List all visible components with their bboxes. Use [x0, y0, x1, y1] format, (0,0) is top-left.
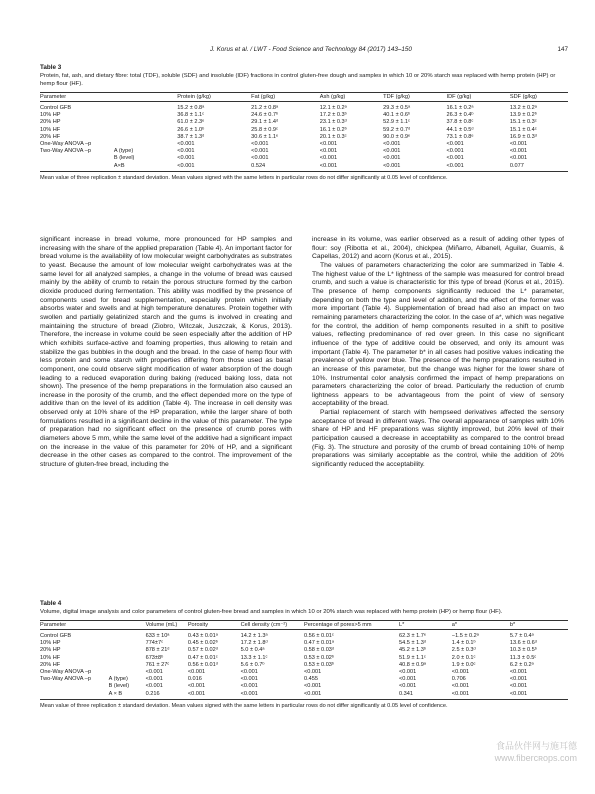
- table-cell: [114, 140, 177, 147]
- table-cell: [109, 640, 146, 647]
- table-cell: <0.001: [446, 148, 464, 155]
- table-cell: <0.001: [383, 155, 401, 162]
- page-number: 147: [557, 46, 568, 53]
- table-cell: [109, 654, 146, 661]
- table-3-label: Table 3: [40, 64, 62, 71]
- table-cell: [114, 119, 177, 126]
- table-cell: <0.001: [510, 690, 568, 699]
- table-cell: [40, 162, 114, 171]
- table-cell: 5.7 ± 0.4ᵃ: [509, 633, 534, 639]
- column-header: a*: [452, 621, 510, 630]
- table-cell: 878 ± 21ᵈ: [145, 647, 170, 654]
- column-header: SDF (g/kg): [510, 93, 568, 102]
- table-cell: 36.8 ± 1.1ᶜ: [177, 112, 205, 119]
- table-header-row: [40, 93, 568, 102]
- table-cell: 23.1 ± 0.3ᵈ: [319, 119, 347, 126]
- table-cell: 13.3 ± 1.1ᶜ: [240, 654, 268, 661]
- table-cell: <0.001: [509, 140, 528, 147]
- table-row: [40, 630, 568, 640]
- table-cell: <0.001: [145, 668, 163, 675]
- table-cell: <0.001: [452, 690, 510, 699]
- table-cell: 21.2 ± 0.8ᵃ: [251, 105, 279, 111]
- table-cell: 0.524: [251, 162, 320, 171]
- column-header: L*: [399, 621, 452, 630]
- table-cell: <0.001: [240, 683, 258, 690]
- table-cell: 0.47 ± 0.01ᶜ: [187, 654, 218, 661]
- table-cell: 62.3 ± 1.7ᵉ: [399, 633, 426, 639]
- table-cell: B (level): [108, 683, 130, 690]
- table-cell: 633 ± 10ᵃ: [145, 633, 170, 639]
- table-cell: 29.1 ± 1.4ᵈ: [251, 119, 279, 126]
- column-header: [114, 93, 177, 102]
- column-header: Ash (g/kg): [320, 93, 383, 102]
- table-cell: <0.001: [509, 683, 528, 690]
- column-header: Volume (mL): [146, 621, 188, 630]
- table-cell: <0.001: [251, 148, 269, 155]
- body-paragraph: Partial replacement of starch with hempseed derivatives affected the sensory acceptance of bread in different ways. The overall appearance of samples with 10% share of HP and HF preparations was slightly improved, but 20% level of their participation caused a decrease in acceptability as compared to the control bread (Fig. 3). The structure and porosity of the crumb of bread containing 10% of hemp preparations was similarly acceptable as the control, while the addition of 20% significantly reduced the acceptability.: [312, 409, 564, 469]
- table-cell: 40.1 ± 0.6ᵇ: [383, 112, 411, 119]
- table-cell: <0.001: [399, 683, 417, 690]
- table-row: [40, 102, 568, 112]
- table-row: [40, 112, 568, 119]
- table-cell: 0.56 ± 0.01ᶜ: [303, 633, 334, 639]
- table-cell: [114, 133, 177, 140]
- table-3-note: Mean value of three replication ± standard deviation. Mean values signed with the same letters in particular rows do not differ significantly at 0.05 level of confidence.: [40, 174, 448, 181]
- table-cell: 13.9 ± 0.2ᵇ: [509, 112, 537, 119]
- table-cell: 37.8 ± 0.8ᶜ: [446, 119, 474, 126]
- table-cell: [40, 155, 114, 162]
- table-cell: Two-Way ANOVA –p: [40, 148, 91, 155]
- table-row: [40, 683, 568, 690]
- table-cell: <0.001: [319, 148, 338, 155]
- table-cell: <0.001: [251, 140, 269, 147]
- table-cell: <0.001: [399, 676, 417, 683]
- table-cell: 90.0 ± 0.9ᵉ: [383, 133, 411, 140]
- table-row: [40, 126, 568, 133]
- table-cell: <0.001: [177, 140, 195, 147]
- table-4-label: Table 4: [40, 600, 62, 607]
- table-row: [40, 654, 568, 661]
- table-cell: [114, 126, 177, 133]
- table-cell: 20% HF: [40, 133, 61, 140]
- table-cell: 12.1 ± 0.2ᵃ: [319, 105, 347, 111]
- table-cell: 5.6 ± 0.7ᵇ: [240, 661, 265, 668]
- table-4: [40, 620, 568, 700]
- table-cell: 16.1 ± 0.2ᵃ: [446, 105, 474, 111]
- table-cell: <0.001: [145, 683, 163, 690]
- table-cell: [114, 102, 177, 112]
- table-row: [40, 155, 568, 162]
- table-row: [40, 676, 568, 683]
- table-cell: [109, 668, 146, 675]
- table-cell: 2.5 ± 0.3ᵈ: [451, 647, 476, 654]
- table-cell: <0.001: [319, 155, 338, 162]
- table-row: [40, 133, 568, 140]
- table-cell: <0.001: [303, 668, 322, 675]
- table-cell: <0.001: [447, 162, 510, 171]
- table-cell: <0.001: [451, 683, 470, 690]
- table-cell: 20% HF: [40, 661, 61, 668]
- table-cell: 0.341: [399, 690, 452, 699]
- table-cell: 2.0 ± 0.1ᶜ: [451, 654, 476, 661]
- table-cell: <0.001: [177, 148, 195, 155]
- table-row: [40, 647, 568, 654]
- running-header: [40, 46, 568, 58]
- table-cell: <0.001: [188, 690, 241, 699]
- table-cell: 1.4 ± 0.1ᵇ: [451, 640, 476, 647]
- table-cell: A × B: [109, 690, 146, 699]
- table-cell: 0.47 ± 0.01ᵃ: [303, 640, 335, 647]
- journal-citation: J. Korus et al. / LWT - Food Science and Technology 84 (2017) 143–150: [210, 46, 412, 53]
- body-paragraph: significant increase in bread volume, more pronounced for HP samples and increasing with the share of the applied preparation (Table 4). An important factor for bread volume is the availability of low molecular weight carbohydrates as substrates to yeast. Because the amount of low molecular weight carbohydrates was at the same level for all analyzed samples, a change in the volume of bread was caused mainly by the ability of crumb to retain the porous structure formed by the carbon dioxide produced during fermentation. This ability was modified by the presence of components used for bread supplementation, especially protein which initially absorbs water and swells and at high temperature denatures. Protein together with swollen and partially gelatinized starch and the gums is involved in creating and maintaining the structure of bread (Ziobro, Witczak, Juszczak, & Korus, 2013). Therefore, the increase in volume could be seen especially after the addition of HP which exhibits surface-active and foaming properties, thus allowing to retain and stabilize the gas bubbles in the dough and the bread. In the case of hemp flour with less protein and some starch with properties differing from those used as basal component, one could observe slight modification of water absorption of the dough leading to a reduced evaporation during baking (reduced baking loss, data not shown). The presence of the hemp preparations in the formulation also caused an increase in the porosity of the crumb, and the effect depended more on the type of additive than on the level of its addition (Table 4). The increase in cell density was observed only at 10% share of the HP preparation, while the larger share of both formulations resulted in a significant decline in the value of this parameter. The type of preparation had no significant effect on the presence of crumb pores with diameters above 5 mm, while the same level of the additive had a significant impact on the increase in the value of this parameter for 20% of HP, and a significant decrease in the other cases as compared to the control. The improvement of the structure of gluten-free bread, including the: [40, 236, 292, 469]
- table-cell: 774±7ᶜ: [145, 640, 164, 647]
- column-header: Parameter: [40, 93, 114, 102]
- table-cell: [109, 661, 146, 668]
- table-cell: 0.58 ± 0.03ᵈ: [303, 647, 335, 654]
- table-cell: <0.001: [251, 155, 269, 162]
- table-cell: 17.2 ± 0.3ᵇ: [319, 112, 347, 119]
- table-cell: 45.2 ± 1.3ᵇ: [399, 647, 426, 654]
- table-row: [40, 640, 568, 647]
- table-cell: 44.1 ± 0.5ᵈ: [446, 126, 474, 133]
- table-cell: 0.53 ± 0.02ᵇ: [303, 654, 335, 661]
- table-cell: 54.5 ± 1.3ᵈ: [399, 640, 426, 647]
- column-header: Cell density (cm⁻²): [241, 621, 304, 630]
- table-cell: 0.45 ± 0.02ᵇ: [187, 640, 218, 647]
- table-cell: Two-Way ANOVA –p: [40, 676, 91, 683]
- table-cell: 16.9 ± 0.3ᵈ: [509, 133, 537, 140]
- table-3-block: [40, 64, 568, 181]
- column-header: Percentage of pores>5 mm: [304, 621, 399, 630]
- table-cell: 14.2 ± 1.3ᵃ: [240, 633, 268, 639]
- table-row: [40, 119, 568, 126]
- table-cell: 73.1 ± 0.8ᵉ: [446, 133, 474, 140]
- table-cell: 0.455: [303, 676, 318, 683]
- table-cell: 25.8 ± 0.9ᶜ: [251, 126, 278, 133]
- table-cell: 0.56 ± 0.01ᵈ: [187, 661, 218, 668]
- table-cell: <0.001: [187, 668, 206, 675]
- table-cell: 20% HP: [40, 119, 61, 126]
- table-cell: 13.2 ± 0.2ᵃ: [509, 105, 537, 111]
- table-cell: 20% HP: [40, 647, 61, 654]
- table-cell: 52.9 ± 1.1ᶜ: [383, 119, 410, 126]
- table-cell: 10% HF: [40, 654, 61, 661]
- table-cell: 20.1 ± 0.3ᶜ: [319, 133, 347, 140]
- table-cell: <0.001: [509, 148, 528, 155]
- table-cell: [40, 690, 109, 699]
- table-cell: 0.53 ± 0.03ᵇ: [303, 661, 335, 668]
- table-cell: <0.001: [145, 676, 163, 683]
- table-cell: 10% HF: [40, 126, 61, 133]
- table-cell: <0.001: [320, 162, 383, 171]
- table-cell: [40, 683, 109, 690]
- table-cell: 1.9 ± 0.0ᶜ: [451, 661, 476, 668]
- table-cell: 38.7 ± 1.3ᵈ: [177, 133, 205, 140]
- table-cell: 11.3 ± 0.5ᶜ: [509, 654, 537, 661]
- table-cell: <0.001: [446, 140, 464, 147]
- table-cell: <0.001: [383, 140, 401, 147]
- body-paragraph: increase in its volume, was earlier observed as a result of adding other types of flour: soy (Ribotta et al., 2004), chickpea (Miñarro, Albanell, Aguilar, Guamis, & Capellas, 2012) and acorn (Korus et al., 2015).: [312, 236, 564, 261]
- table-cell: 10% HP: [40, 112, 61, 119]
- table-cell: <0.001: [240, 668, 258, 675]
- table-3: [40, 92, 568, 172]
- table-cell: 0.216: [146, 690, 188, 699]
- table-cell: [114, 112, 177, 119]
- table-cell: <0.001: [241, 690, 304, 699]
- table-cell: <0.001: [509, 676, 528, 683]
- table-cell: 0.57 ± 0.02ᵈ: [187, 647, 218, 654]
- table-3-caption: Protein, fat, ash, and dietary fibre: total (TDF), soluble (SDF) and insoluble (IDF) fractions in control gluten-free dough and samples in which 10 or 20% starch was replaced with hemp protein (HP) or hemp flour (HF).: [40, 73, 556, 87]
- table-cell: 0.43 ± 0.01ᵃ: [187, 633, 218, 639]
- column-header: IDF (g/kg): [447, 93, 510, 102]
- table-cell: <0.001: [399, 668, 417, 675]
- table-cell: <0.001: [304, 690, 399, 699]
- table-cell: 10% HP: [40, 640, 61, 647]
- table-cell: <0.001: [240, 676, 258, 683]
- table-cell: −1.5 ± 0.2ᵃ: [451, 633, 479, 639]
- table-cell: One-Way ANOVA –p: [40, 140, 92, 147]
- table-4-note: Mean value of three replication ± standard deviation. Mean values signed with the same letters in particular rows do not differ significantly at 0.05 level of confidence.: [40, 702, 448, 709]
- table-cell: 17.2 ± 1.8ᵈ: [240, 640, 268, 647]
- column-header: Protein (g/kg): [177, 93, 251, 102]
- table-row: [40, 162, 568, 171]
- table-cell: 0.706: [451, 676, 466, 683]
- table-row: [40, 140, 568, 147]
- watermark: [495, 740, 577, 764]
- table-cell: <0.001: [319, 140, 338, 147]
- table-4-block: [40, 600, 568, 709]
- right-column: [312, 236, 564, 470]
- table-cell: 59.2 ± 0.7ᵈ: [383, 126, 411, 133]
- table-cell: 51.9 ± 1.1ᶜ: [399, 654, 426, 661]
- table-cell: 15.1 ± 0.4ᶜ: [509, 126, 537, 133]
- table-cell: 15.2 ± 0.8ᵃ: [177, 105, 205, 111]
- table-cell: 673±8ᵇ: [145, 654, 164, 661]
- table-4-caption: Volume, digital image analysis and color parameters of control gluten-free bread and samples in which 10 or 20% starch was replaced with hemp protein (HP) or hemp flour (HF).: [40, 609, 503, 615]
- table-cell: <0.001: [383, 148, 401, 155]
- table-row: [40, 668, 568, 675]
- table-cell: 0.077: [510, 162, 568, 171]
- table-cell: 13.6 ± 0.6ᵈ: [509, 640, 537, 647]
- table-cell: <0.001: [177, 162, 251, 171]
- table-cell: [109, 647, 146, 654]
- table-cell: One-Way ANOVA –p: [40, 668, 92, 675]
- table-cell: Control GFB: [40, 105, 72, 111]
- table-cell: 61.0 ± 2.3ᵉ: [177, 119, 205, 126]
- column-header: TDF (g/kg): [383, 93, 446, 102]
- body-paragraph: The values of parameters characterizing the color are summarized in Table 4. The highest value of the L* lightness of the sample was measured for control bread crumb, and such a value is characteristic for this type of bread (Korus et al., 2015). The presence of hemp components significantly reduced the L* parameter, depending on both the type and level of addition, and the effect of the former was more important (Table 4). Supplementation of bread had also an impact on two remaining parameters characterizing the color. In the case of a*, which was negative for the control, the addition of hemp components resulted in a shift to positive values, reflecting predominance of red over green. In this case no significant influence of the type of additive could be observed, and only its amount was important (Table 4). The parameter b* in all cases had positive values indicating the prevalence of yellow over blue. The presence of the hemp preparations resulted in an increase of this parameter, but the change was higher for the lower share of 10%. Instrumental color analysis confirmed the impact of hemp preparations on parameters characterizing the color of bread. Particularly the reduction of crumb lightness appears to be advantageous from the point of view of sensory acceptability of the bread.: [312, 261, 564, 408]
- table-cell: <0.001: [509, 668, 528, 675]
- table-cell: 29.3 ± 0.5ᵃ: [383, 105, 411, 111]
- table-cell: <0.001: [383, 162, 446, 171]
- left-column: [40, 236, 292, 470]
- table-cell: 10.3 ± 0.5ᵇ: [509, 647, 537, 654]
- column-header: Fat (g/kg): [251, 93, 320, 102]
- table-cell: 24.6 ± 0.7ᵇ: [251, 112, 279, 119]
- column-header: Parameter: [40, 621, 109, 630]
- table-cell: 0.016: [187, 676, 202, 683]
- table-cell: 26.3 ± 0.4ᵇ: [446, 112, 474, 119]
- watermark-line: 食品伙伴网与施耳德: [495, 741, 577, 751]
- table-cell: 26.6 ± 1.0ᵇ: [177, 126, 205, 133]
- table-row: [40, 661, 568, 668]
- table-cell: 15.1 ± 0.3ᶜ: [509, 119, 537, 126]
- table-cell: <0.001: [509, 155, 528, 162]
- column-header: Porosity: [188, 621, 241, 630]
- table-cell: <0.001: [446, 155, 464, 162]
- table-row: [40, 148, 568, 155]
- table-cell: <0.001: [187, 683, 206, 690]
- table-cell: 6.2 ± 0.2ᵃ: [509, 661, 534, 668]
- table-cell: 16.1 ± 0.2ᵇ: [319, 126, 347, 133]
- table-cell: <0.001: [303, 683, 322, 690]
- watermark-line: www.fibercʀops.com: [494, 753, 577, 763]
- table-cell: 30.6 ± 1.1ᵉ: [251, 133, 279, 140]
- table-header-row: [40, 621, 568, 630]
- table-cell: A×B: [114, 162, 177, 171]
- column-header: [109, 621, 146, 630]
- column-header: b*: [510, 621, 568, 630]
- table-cell: 5.0 ± 0.4ᵃ: [240, 647, 265, 654]
- table-cell: 40.8 ± 0.9ᵃ: [399, 661, 426, 668]
- table-cell: 761 ± 27ᶜ: [145, 661, 170, 668]
- table-cell: A (type): [108, 676, 128, 683]
- table-cell: [109, 630, 146, 640]
- table-cell: <0.001: [451, 668, 470, 675]
- table-cell: Control GFB: [40, 633, 72, 639]
- table-cell: A (type): [113, 148, 134, 155]
- table-row: [40, 690, 568, 699]
- table-cell: B (level): [113, 155, 135, 162]
- table-cell: <0.001: [177, 155, 195, 162]
